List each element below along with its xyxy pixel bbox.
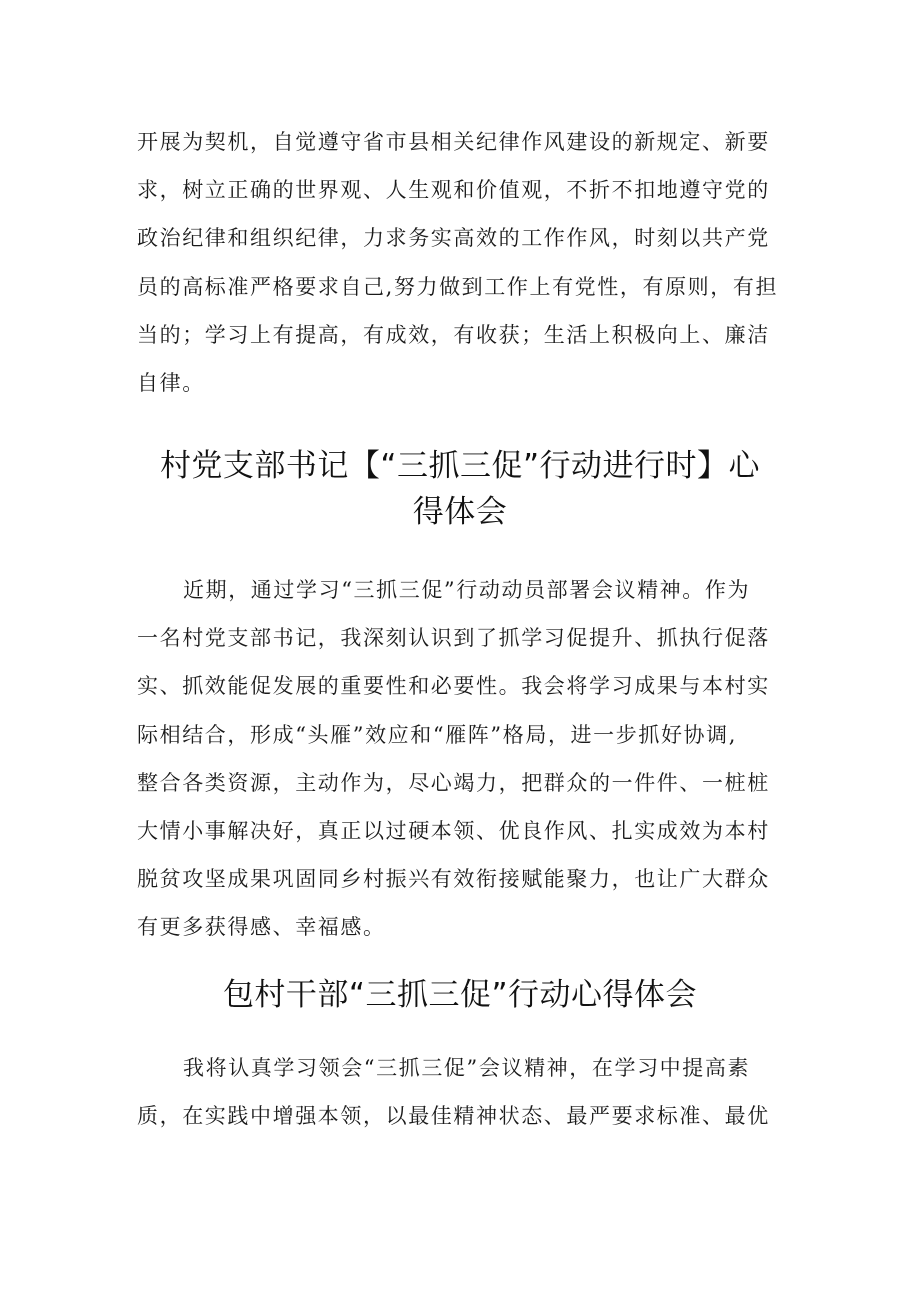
paragraph-line: 当的；学习上有提高，有成效，有收获；生活上积极向上、廉洁 [137,322,770,347]
paragraph-line: 开展为契机，自觉遵守省市县相关纪律作风建设的新规定、新要 [137,130,770,154]
paragraph-line: 求，树立正确的世界观、人生观和价值观，不折不扣地遵守党的 [137,178,770,203]
paragraph-line: 大情小事解决好，真正以过硬本领、优良作风、扎实成效为本村 [137,818,770,843]
paragraph-line: 质，在实践中增强本领，以最佳精神状态、最严要求标准、最优 [137,1104,770,1129]
heading-line: 村党支部书记【“三抓三促”行动进行时】心 [159,448,761,484]
section-heading-1 [100,443,820,535]
paragraph-line: 近期，通过学习“三抓三促”行动动员部署会议精神。作为 [183,578,751,602]
heading-line: 包村干部“三抓三促”行动心得体会 [222,977,698,1013]
paragraph-line: 际相结合，形成“头雁”效应和“雁阵”格局，进一步抓好协调, [137,722,738,747]
paragraph-2 [137,566,787,952]
paragraph-line: 一名村党支部书记，我深刻认识到了抓学习促提升、抓执行促落 [137,626,770,651]
section-heading-2 [100,972,820,1018]
heading-line: 得体会 [412,494,508,530]
paragraph-line: 我将认真学习领会“三抓三促”会议精神，在学习中提高素 [183,1056,751,1080]
paragraph-line: 脱贫攻坚成果巩固同乡村振兴有效衔接赋能聚力，也让广大群众 [137,867,770,892]
paragraph-line: 自律。 [137,370,205,395]
paragraph-line: 政治纪律和组织纪律，力求务实高效的工作作风，时刻以共产党 [137,226,770,251]
paragraph-3 [137,1044,787,1140]
paragraph-line: 实、抓效能促发展的重要性和必要性。我会将学习成果与本村实 [137,674,770,699]
paragraph-1 [137,118,787,407]
paragraph-line: 有更多获得感、幸福感。 [137,915,386,940]
paragraph-line: 整合各类资源，主动作为，尽心竭力，把群众的一件件、一桩桩 [137,770,770,795]
paragraph-line: 员的高标准严格要求自己,努力做到工作上有党性，有原则，有担 [137,274,779,299]
